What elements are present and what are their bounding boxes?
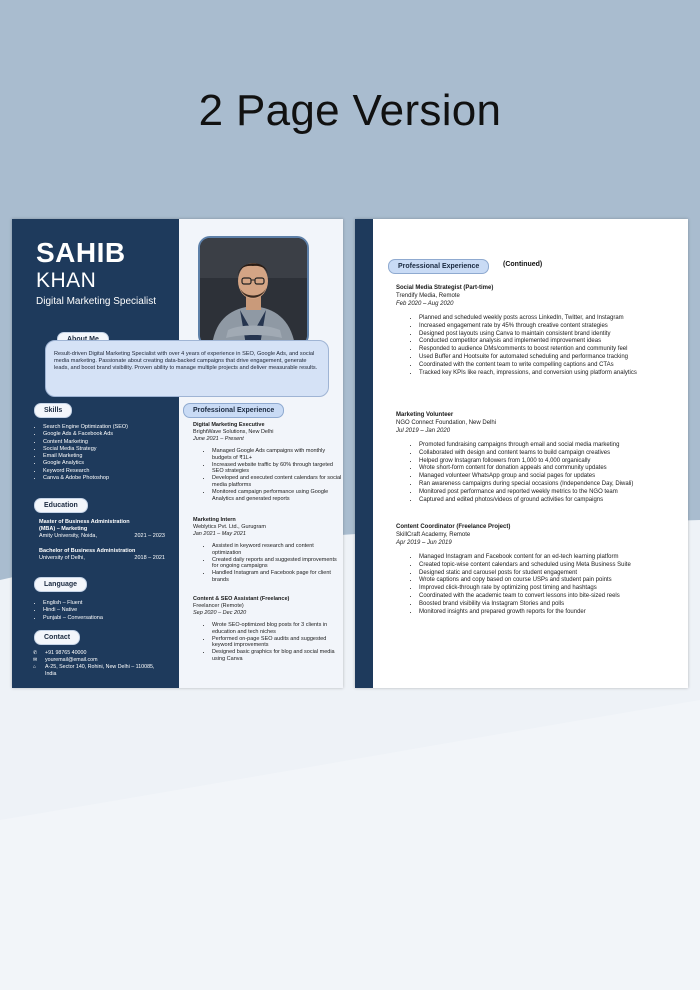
skill-item: • Google Ads & Facebook Ads: [43, 431, 128, 438]
school-name: University of Delhi,: [39, 555, 85, 561]
education-years: 2021 – 2023: [134, 533, 165, 539]
job-dates: Jan 2021 – May 2021: [193, 530, 246, 537]
skill-item: • Social Media Strategy: [43, 446, 128, 453]
job-bullet: • Monitored post performance and reported weekly metrics to the NGO team: [419, 489, 686, 497]
job-bullet: • Managed Instagram and Facebook content for an ed-tech learning platform: [419, 554, 686, 562]
job-dates: Feb 2020 – Aug 2020: [396, 300, 454, 307]
job-bullet: • Created daily reports and suggested improvements for ongoing campaigns: [212, 557, 343, 571]
job-role: Digital Marketing Specialist: [36, 296, 157, 307]
job-title: Digital Marketing Executive: [193, 422, 265, 428]
job-title: Marketing Volunteer: [396, 412, 454, 418]
skill-item: • Canva & Adobe Photoshop: [43, 475, 128, 482]
email-text: youremail@email.com: [45, 657, 98, 663]
job-bullet: • Managed volunteer WhatsApp group and social pages for updates: [419, 473, 686, 481]
skill-item: • Search Engine Optimization (SEO): [43, 424, 128, 431]
job-bullet: • Helped grow Instagram followers from 1,000 to 4,000 organically: [419, 458, 686, 466]
job-company: Trendify Media, Remote: [396, 292, 460, 299]
job-title: Content & SEO Assistant (Freelance): [193, 596, 290, 602]
last-name: KHAN: [36, 269, 97, 292]
language-item: • Punjabi – Conversationa: [43, 615, 103, 622]
job-title: Marketing Intern: [193, 517, 236, 523]
job-bullet: • Collaborated with design and content teams to build campaign creatives: [419, 450, 686, 458]
phone-icon: ✆: [33, 650, 38, 656]
language-item: • Hindi – Native: [43, 607, 103, 614]
job-entry: [396, 285, 686, 378]
job-bullets: [193, 543, 343, 584]
skill-item: • Content Marketing: [43, 439, 128, 446]
job-bullet: • Boosted brand visibility via Instagram Stories and polls: [419, 601, 686, 609]
resume-page-1: [12, 219, 343, 688]
job-bullet: • Promoted fundraising campaigns through email and social media marketing: [419, 442, 686, 450]
skill-item: • Email Marketing: [43, 453, 128, 460]
education-years: 2018 – 2021: [134, 555, 165, 561]
job-company: Freelancer (Remote): [193, 602, 244, 609]
job-bullet: • Coordinated with the academic team to convert lessons into bite-sized reels: [419, 593, 686, 601]
degree-name-cont: (MBA) – Marketing: [39, 526, 88, 532]
job-bullet: • Coordinated with the content team to write compelling captions and CTAs: [419, 362, 686, 370]
skill-item: • Keyword Research: [43, 468, 128, 475]
page-title: 2 Page Version: [198, 86, 502, 135]
contact-heading: Contact: [34, 630, 80, 645]
job-bullet: • Monitored campaign performance using Google Analytics and generated reports: [212, 489, 343, 503]
job-bullets: [193, 448, 343, 503]
education-heading: Education: [34, 498, 88, 513]
address-text-cont: India: [45, 671, 57, 677]
job-bullet: • Designed basic graphics for blog and social media using Canva: [212, 649, 343, 663]
contact-address: [33, 664, 154, 678]
language-list: [34, 600, 103, 622]
portrait-image: [200, 238, 307, 345]
job-bullet: • Improved click-through rate by optimizing post timing and hashtags: [419, 585, 686, 593]
experience-heading: Professional Experience: [183, 403, 284, 418]
job-bullet: • Responded to audience DMs/comments to boost retention and community feel: [419, 346, 686, 354]
job-bullet: • Developed and executed content calendars for social media platforms: [212, 475, 343, 489]
job-title: Content Coordinator (Freelance Project): [396, 524, 511, 530]
job-bullet: • Tracked key KPIs like reach, impressions, and conversion using platform analytics: [419, 370, 686, 378]
language-heading: Language: [34, 577, 87, 592]
job-bullet: • Captured and edited photos/videos of ground activities for campaigns: [419, 497, 686, 505]
about-me-text: Result-driven Digital Marketing Specialist with over 4 years of experience in SEO, Google Ads, and social media marketing. Passionate about creating data-backed campaigns that drive engagement, generate leads, and boost brand visibility. Proven ability to manage multiple projects and deliver measurable results.: [54, 351, 318, 372]
job-bullet: • Planned and scheduled weekly posts across LinkedIn, Twitter, and Instagram: [419, 315, 686, 323]
education-item: [39, 519, 165, 540]
school-name: Amity University, Noida,: [39, 533, 97, 539]
profile-photo: [198, 236, 309, 347]
job-bullet: • Wrote short-form content for donation appeals and community updates: [419, 465, 686, 473]
resume-page-2: [355, 219, 688, 688]
experience-heading-continued: Professional Experience: [388, 259, 489, 274]
contact-phone: [33, 650, 86, 657]
job-dates: Jul 2019 – Jan 2020: [396, 427, 451, 434]
job-bullet: • Handled Instagram and Facebook page for client brands: [212, 570, 343, 584]
job-bullet: • Conducted competitor analysis and implemented improvement ideas: [419, 338, 686, 346]
mail-icon: ✉: [33, 657, 38, 663]
job-bullet: • Created topic-wise content calendars and scheduled using Meta Business Suite: [419, 562, 686, 570]
education-item: [39, 548, 165, 562]
job-bullets: [396, 554, 686, 617]
job-company: NGO Connect Foundation, New Delhi: [396, 419, 497, 426]
about-me-card: [45, 340, 329, 397]
job-bullet: • Designed post layouts using Canva to maintain consistent brand identity: [419, 331, 686, 339]
job-dates: Apr 2019 – Jun 2019: [396, 539, 452, 546]
skills-heading: Skills: [34, 403, 72, 418]
job-bullet: • Increased engagement rate by 45% through creative content strategies: [419, 323, 686, 331]
job-bullets: [396, 315, 686, 378]
job-bullet: • Wrote captions and copy based on course USPs and student pain points: [419, 577, 686, 585]
job-company: SkillCraft Academy, Remote: [396, 531, 471, 538]
job-bullet: • Wrote SEO-optimized blog posts for 3 clients in education and tech niches: [212, 622, 343, 636]
job-bullet: • Performed on-page SEO audits and suggested keyword improvements: [212, 636, 343, 650]
job-bullet: • Managed Google Ads campaigns with monthly budgets of ₹1L+: [212, 448, 343, 462]
job-bullets: [193, 622, 343, 663]
continued-label: (Continued): [503, 261, 543, 268]
job-bullet: • Used Buffer and Hootsuite for automated scheduling and performance tracking: [419, 354, 686, 362]
job-entry: [396, 524, 686, 617]
job-bullets: [396, 442, 686, 505]
home-icon: ⌂: [33, 664, 37, 670]
job-bullet: • Ran awareness campaigns during special occasions (Independence Day, Diwali): [419, 481, 686, 489]
job-dates: Sep 2020 – Dec 2020: [193, 609, 247, 616]
job-title: Social Media Strategist (Part-time): [396, 285, 494, 291]
address-text: A-25, Sector 140, Rohini, New Delhi – 110085,: [45, 664, 155, 670]
job-entry: [396, 412, 686, 505]
job-bullet: • Designed static and carousel posts for student engagement: [419, 570, 686, 578]
contact-email: [33, 657, 97, 664]
job-bullet: • Monitored insights and prepared growth reports for the founder: [419, 609, 686, 617]
job-entry: [193, 596, 343, 663]
job-entry: [193, 422, 343, 503]
skill-item: • Google Analytics: [43, 460, 128, 467]
job-company: Weblytics Pvt. Ltd., Gurugram: [193, 523, 266, 530]
job-bullet: • Increased website traffic by 60% through targeted SEO strategies: [212, 462, 343, 476]
language-item: • English – Fluent: [43, 600, 103, 607]
first-name: SAHIB: [36, 237, 126, 268]
phone-text: +91 98765 40000: [45, 650, 87, 656]
job-bullet: • Assisted in keyword research and content optimization: [212, 543, 343, 557]
degree-name: Master of Business Administration: [39, 519, 130, 525]
job-dates: June 2021 – Present: [193, 435, 244, 442]
job-company: BrightWave Solutions, New Delhi: [193, 428, 274, 435]
skills-list: [34, 424, 128, 482]
degree-name: Bachelor of Business Administration: [39, 548, 136, 554]
page2-side-strip: [355, 219, 373, 688]
job-entry: [193, 517, 343, 584]
